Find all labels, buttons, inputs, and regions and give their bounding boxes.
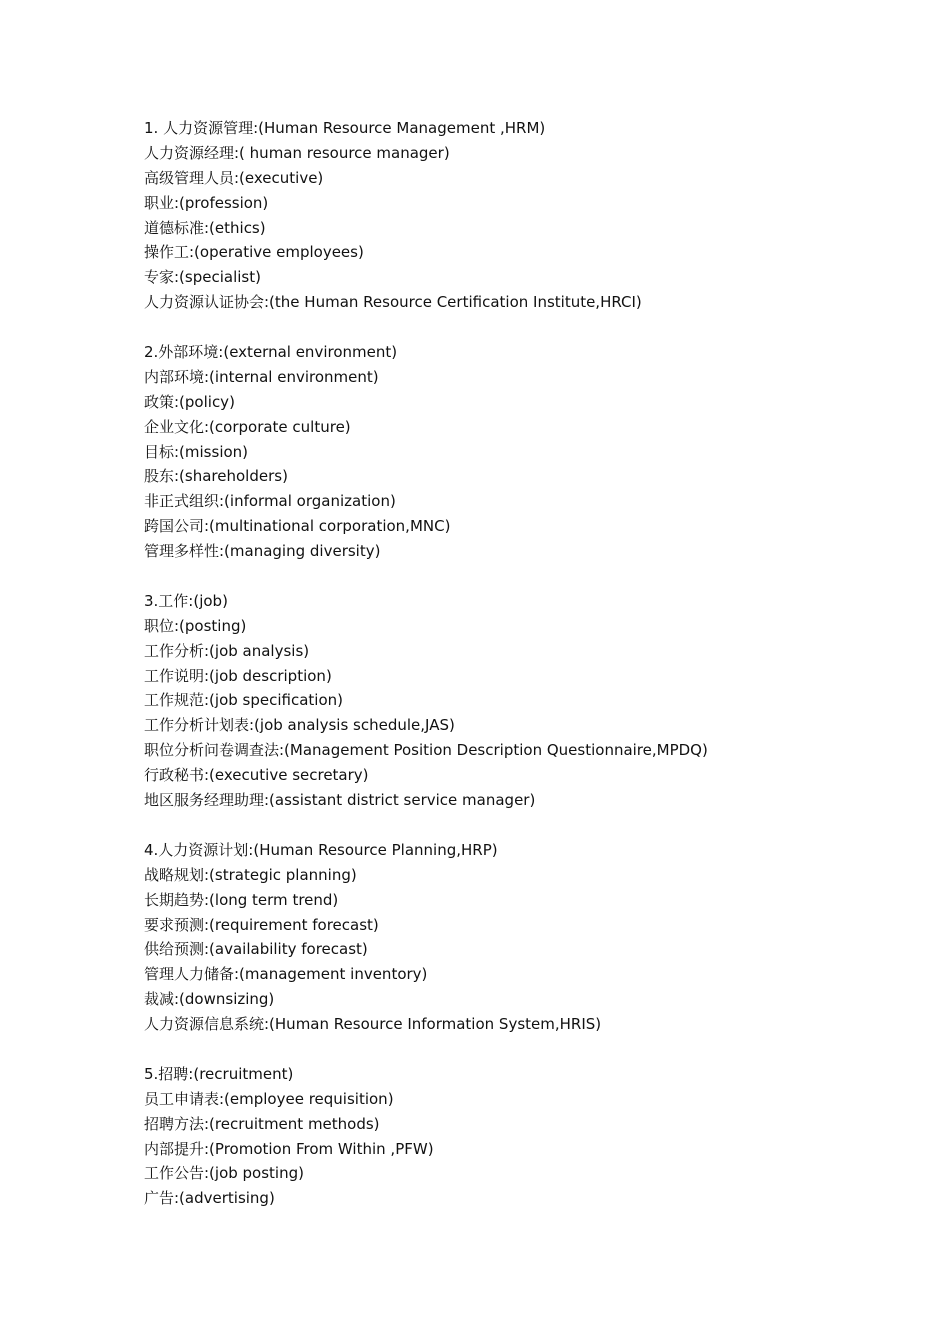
term-line: 广告:(advertising) xyxy=(144,1189,275,1208)
document-page xyxy=(144,116,904,1236)
term-line: 非正式组织:(informal organization) xyxy=(144,492,396,511)
term-line: 5.招聘:(recruitment) xyxy=(144,1064,294,1083)
term-line: 要求预测:(requirement forecast) xyxy=(144,915,379,934)
term-line: 企业文化:(corporate culture) xyxy=(144,417,351,436)
term-line: 地区服务经理助理:(assistant district service manager) xyxy=(144,791,536,810)
term-line: 内部环境:(internal environment) xyxy=(144,367,379,386)
term-line: 长期趋势:(long term trend) xyxy=(144,890,339,909)
term-line: 工作规范:(job specification) xyxy=(144,691,343,710)
term-line: 管理多样性:(managing diversity) xyxy=(144,542,381,561)
term-line: 高级管理人员:(executive) xyxy=(144,168,324,187)
section-2 xyxy=(144,340,904,564)
term-line: 内部提升:(Promotion From Within ,PFW) xyxy=(144,1139,434,1158)
section-1 xyxy=(144,116,904,315)
term-line: 工作说明:(job description) xyxy=(144,666,332,685)
term-line: 1. 人力资源管理:(Human Resource Management ,HRM) xyxy=(144,119,546,137)
term-line: 管理人力储备:(management inventory) xyxy=(144,965,428,984)
term-line: 供给预测:(availability forecast) xyxy=(144,940,368,959)
term-line: 行政秘书:(executive secretary) xyxy=(144,766,369,785)
term-line: 职位:(posting) xyxy=(144,616,247,635)
term-line: 人力资源认证协会:(the Human Resource Certification Institute,HRCI) xyxy=(144,293,642,312)
term-line: 道德标准:(ethics) xyxy=(144,218,266,237)
term-line: 职业:(profession) xyxy=(144,193,269,212)
section-4 xyxy=(144,838,904,1037)
term-line: 专家:(specialist) xyxy=(144,268,261,287)
term-line: 跨国公司:(multinational corporation,MNC) xyxy=(144,517,451,536)
term-line: 人力资源经理:( human resource manager) xyxy=(144,143,450,162)
term-line: 员工申请表:(employee requisition) xyxy=(144,1089,394,1108)
section-3 xyxy=(144,589,904,813)
term-line: 人力资源信息系统:(Human Resource Information System,HRIS) xyxy=(144,1015,602,1034)
term-line: 工作分析:(job analysis) xyxy=(144,641,310,660)
term-line: 目标:(mission) xyxy=(144,442,249,461)
term-line: 工作公告:(job posting) xyxy=(144,1164,304,1183)
term-line: 操作工:(operative employees) xyxy=(144,243,364,262)
term-line: 战略规划:(strategic planning) xyxy=(144,865,357,884)
term-line: 政策:(policy) xyxy=(144,392,235,411)
term-line: 4.人力资源计划:(Human Resource Planning,HRP) xyxy=(144,840,498,859)
term-line: 股东:(shareholders) xyxy=(144,467,288,486)
section-5 xyxy=(144,1062,904,1211)
term-line: 裁减:(downsizing) xyxy=(144,990,275,1009)
term-line: 招聘方法:(recruitment methods) xyxy=(144,1114,380,1133)
term-line: 3.工作:(job) xyxy=(144,591,228,610)
term-line: 工作分析计划表:(job analysis schedule,JAS) xyxy=(144,716,455,735)
term-line: 职位分析问卷调查法:(Management Position Description Questionnaire,MPDQ) xyxy=(144,741,708,760)
term-line: 2.外部环境:(external environment) xyxy=(144,343,398,362)
